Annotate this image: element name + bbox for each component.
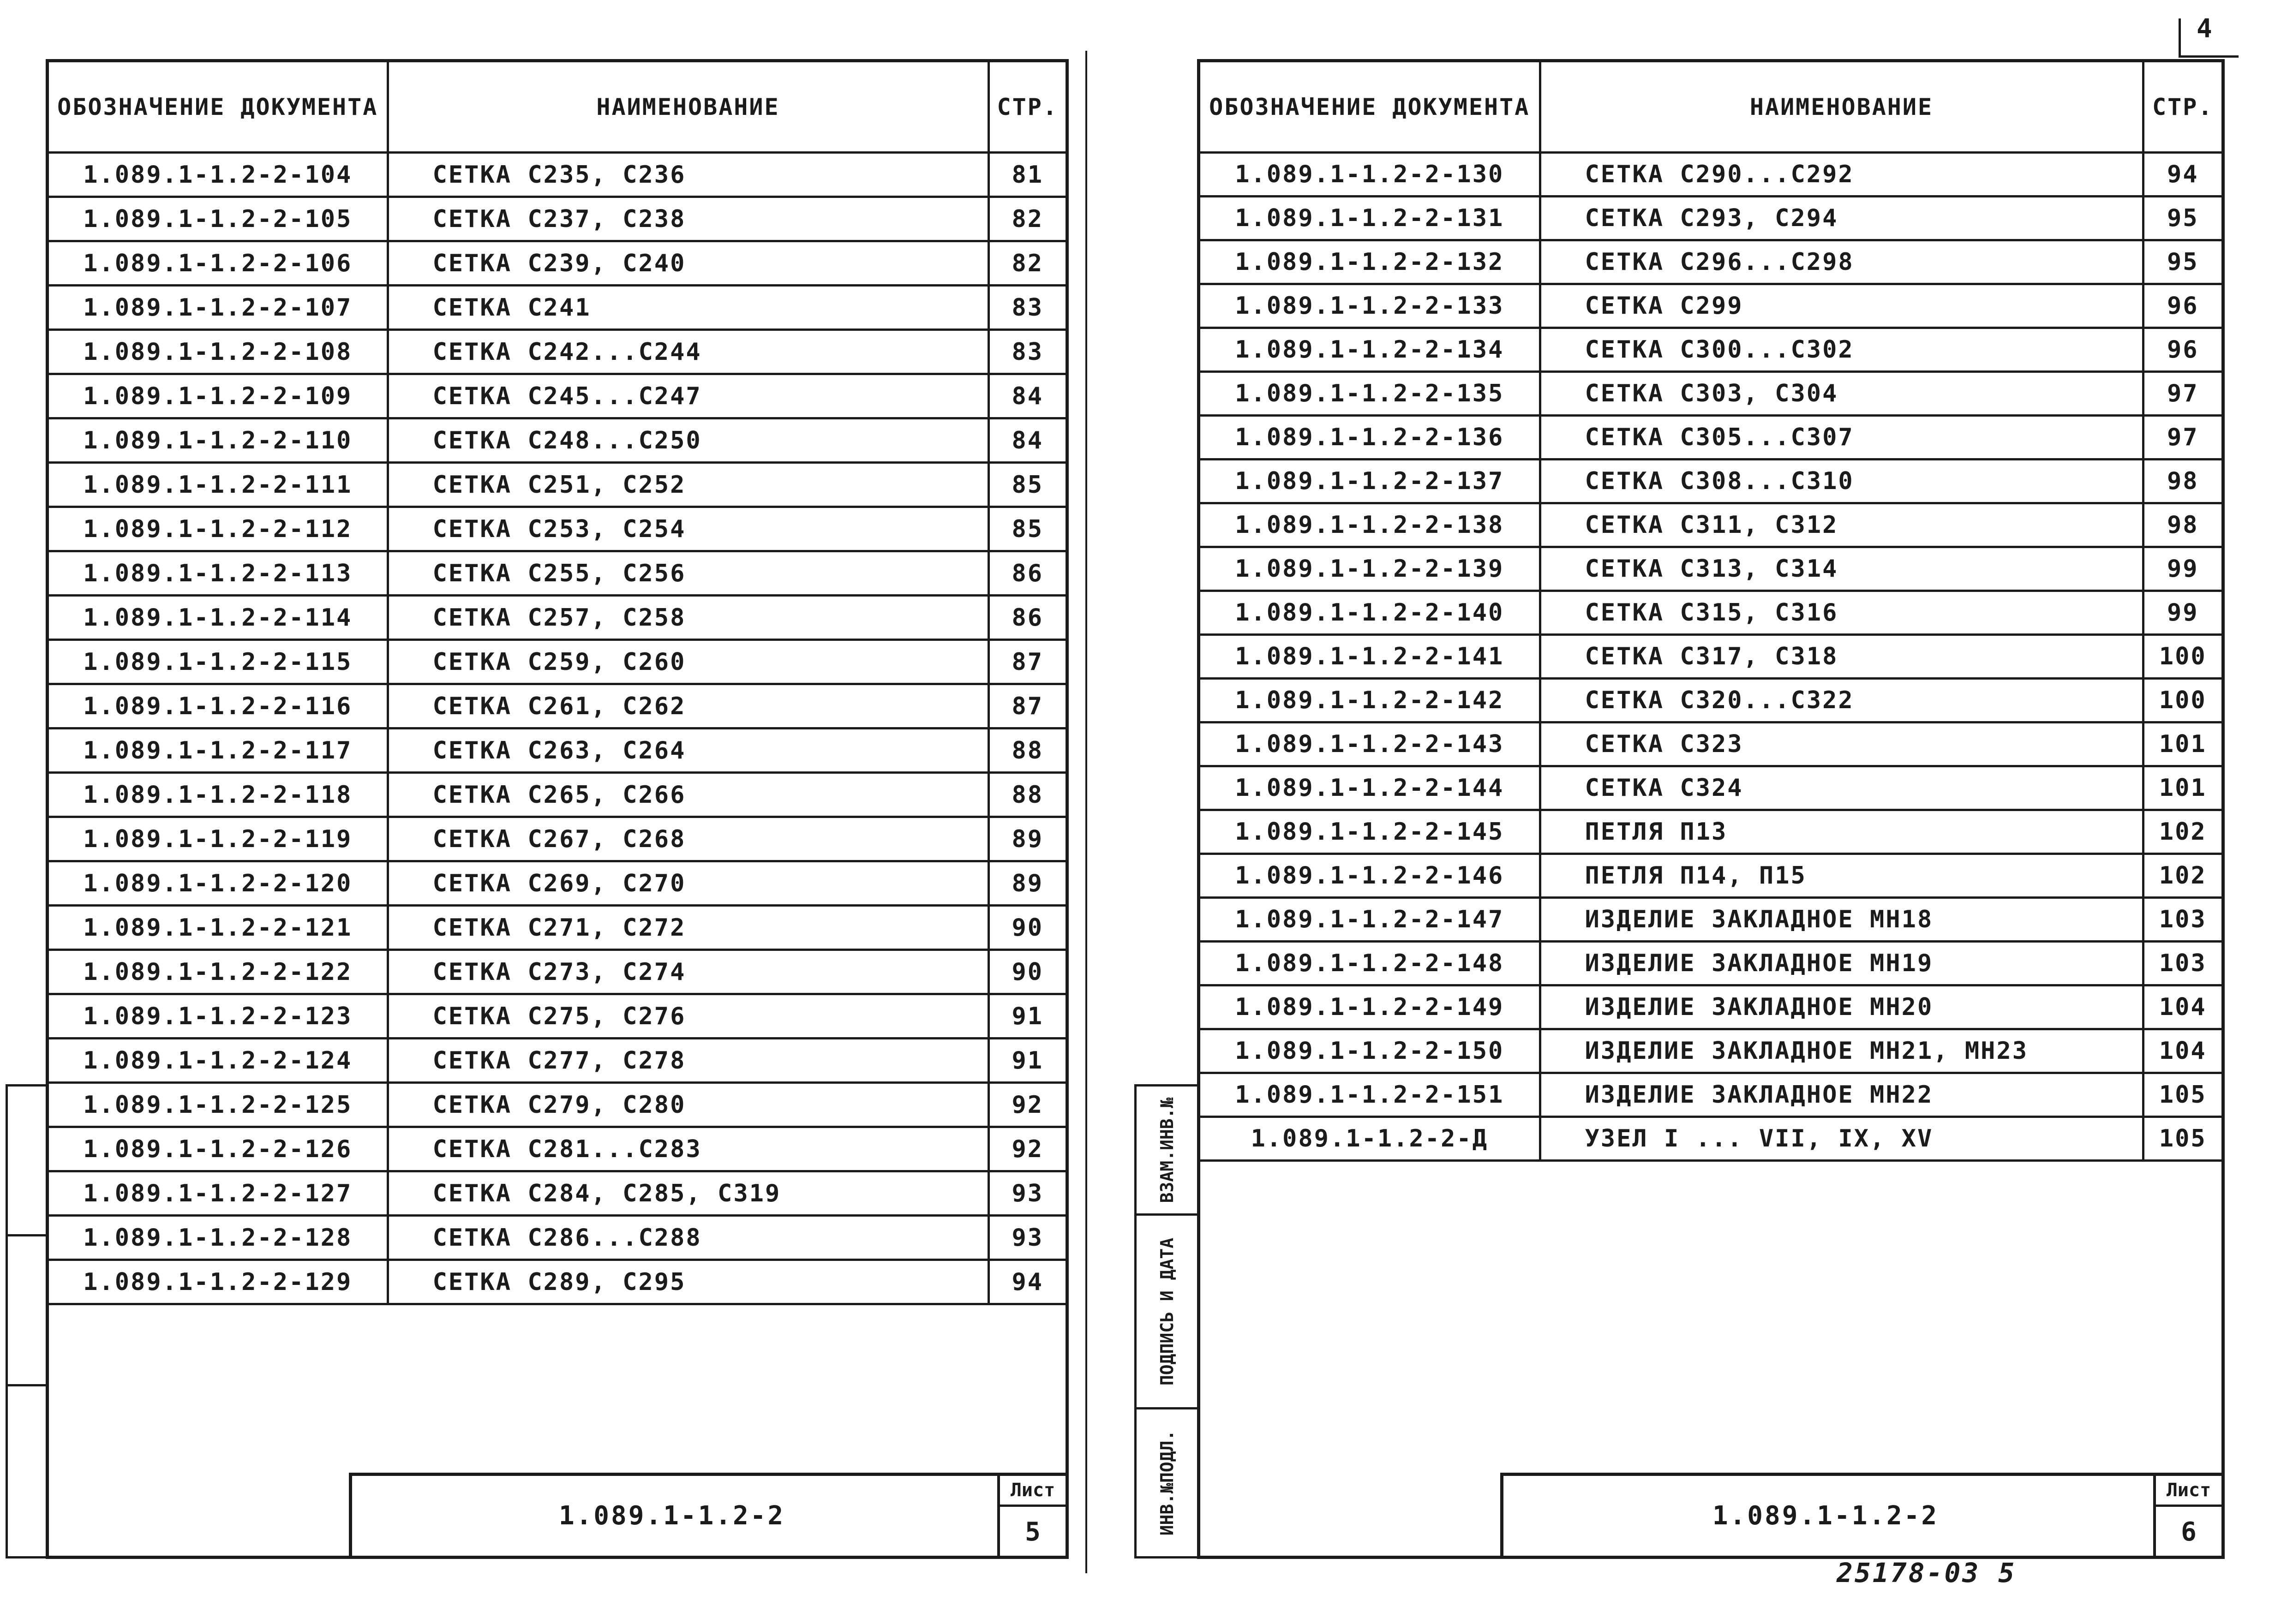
table-row bbox=[1200, 1117, 2221, 1161]
table-row bbox=[49, 197, 1066, 241]
row-name: ИЗДЕЛИЕ ЗАКЛАДНОЕ МН21, МН23 bbox=[1540, 1029, 2143, 1073]
row-name: СЕТКА С251, С252 bbox=[388, 463, 988, 507]
table-row bbox=[49, 286, 1066, 330]
row-code: 1.089.1-1.2-2-109 bbox=[49, 374, 388, 418]
table-row bbox=[1200, 1029, 2221, 1073]
row-code: 1.089.1-1.2-2-151 bbox=[1200, 1073, 1540, 1117]
row-name: СЕТКА С296...С298 bbox=[1540, 240, 2143, 284]
row-name: ИЗДЕЛИЕ ЗАКЛАДНОЕ МН20 bbox=[1540, 985, 2143, 1029]
row-page: 86 bbox=[988, 596, 1066, 640]
row-name: СЕТКА С315, С316 bbox=[1540, 591, 2143, 635]
row-name: СЕТКА С324 bbox=[1540, 766, 2143, 810]
row-name: ПЕТЛЯ П13 bbox=[1540, 810, 2143, 854]
row-code: 1.089.1-1.2-2-118 bbox=[49, 773, 388, 817]
row-name: СЕТКА С245...С247 bbox=[388, 374, 988, 418]
row-code: 1.089.1-1.2-2-130 bbox=[1200, 153, 1540, 197]
table-header-row bbox=[1200, 62, 2221, 153]
row-name: СЕТКА С241 bbox=[388, 286, 988, 330]
row-page: 100 bbox=[2143, 635, 2221, 679]
row-name: СЕТКА С275, С276 bbox=[388, 994, 988, 1039]
table-row bbox=[1200, 679, 2221, 722]
row-code: 1.089.1-1.2-2-137 bbox=[1200, 460, 1540, 503]
row-page: 81 bbox=[988, 153, 1066, 197]
row-page: 95 bbox=[2143, 197, 2221, 240]
row-page: 92 bbox=[988, 1083, 1066, 1127]
row-page: 86 bbox=[988, 551, 1066, 596]
binding-cell-orig-inv bbox=[1137, 1409, 1197, 1556]
row-page: 82 bbox=[988, 241, 1066, 286]
table-row bbox=[49, 551, 1066, 596]
table-row bbox=[49, 817, 1066, 861]
row-code: 1.089.1-1.2-2-126 bbox=[49, 1127, 388, 1171]
corner-page-number: 4 bbox=[2197, 14, 2212, 44]
row-page: 91 bbox=[988, 1039, 1066, 1083]
table-row bbox=[49, 950, 1066, 994]
row-code: 1.089.1-1.2-2-115 bbox=[49, 640, 388, 684]
row-page: 91 bbox=[988, 994, 1066, 1039]
right-sheet-number-box bbox=[2153, 1476, 2221, 1556]
row-page: 103 bbox=[2143, 942, 2221, 985]
row-code: 1.089.1-1.2-2-142 bbox=[1200, 679, 1540, 722]
table-row bbox=[49, 773, 1066, 817]
corner-mark-line bbox=[2179, 55, 2239, 58]
table-row bbox=[49, 153, 1066, 197]
header-designation: ОБОЗНАЧЕНИЕ ДОКУМЕНТА bbox=[1200, 62, 1540, 153]
table-row bbox=[1200, 985, 2221, 1029]
row-page: 84 bbox=[988, 418, 1066, 463]
row-page: 105 bbox=[2143, 1073, 2221, 1117]
table-row bbox=[1200, 942, 2221, 985]
table-row bbox=[49, 728, 1066, 773]
row-name: СЕТКА С289, С295 bbox=[388, 1260, 988, 1304]
right-sheet-number: 6 bbox=[2181, 1517, 2197, 1547]
row-page: 94 bbox=[988, 1260, 1066, 1304]
row-page: 89 bbox=[988, 817, 1066, 861]
table-row bbox=[1200, 372, 2221, 416]
row-code: 1.089.1-1.2-2-129 bbox=[49, 1260, 388, 1304]
row-page: 90 bbox=[988, 950, 1066, 994]
table-row bbox=[1200, 635, 2221, 679]
left-binding-cell bbox=[8, 1236, 46, 1386]
left-title-block bbox=[349, 1473, 1069, 1559]
row-code: 1.089.1-1.2-2-112 bbox=[49, 507, 388, 551]
table-row bbox=[49, 994, 1066, 1039]
row-code: 1.089.1-1.2-2-123 bbox=[49, 994, 388, 1039]
row-name: СЕТКА С317, С318 bbox=[1540, 635, 2143, 679]
left-title-block-code: 1.089.1-1.2-2 bbox=[558, 1501, 785, 1531]
row-code: 1.089.1-1.2-2-140 bbox=[1200, 591, 1540, 635]
row-page: 83 bbox=[988, 286, 1066, 330]
header-page: СТР. bbox=[988, 62, 1066, 153]
row-code: 1.089.1-1.2-2-113 bbox=[49, 551, 388, 596]
row-code: 1.089.1-1.2-2-119 bbox=[49, 817, 388, 861]
table-row bbox=[49, 507, 1066, 551]
table-row bbox=[1200, 1073, 2221, 1117]
row-page: 101 bbox=[2143, 722, 2221, 766]
corner-mark-tick bbox=[2179, 18, 2181, 58]
row-code: 1.089.1-1.2-2-149 bbox=[1200, 985, 1540, 1029]
binding-orig-inv-label: ИНВ.№ПОДЛ. bbox=[1156, 1430, 1177, 1536]
table-row bbox=[49, 241, 1066, 286]
row-name: СЕТКА С257, С258 bbox=[388, 596, 988, 640]
row-page: 87 bbox=[988, 684, 1066, 728]
left-sheet-number-box bbox=[997, 1476, 1066, 1556]
table-row bbox=[49, 640, 1066, 684]
row-name: СЕТКА С273, С274 bbox=[388, 950, 988, 994]
table-row bbox=[1200, 240, 2221, 284]
header-page: СТР. bbox=[2143, 62, 2221, 153]
row-page: 100 bbox=[2143, 679, 2221, 722]
row-name: СЕТКА С235, С236 bbox=[388, 153, 988, 197]
table-row bbox=[49, 1171, 1066, 1216]
row-name: ИЗДЕЛИЕ ЗАКЛАДНОЕ МН19 bbox=[1540, 942, 2143, 985]
row-name: СЕТКА С259, С260 bbox=[388, 640, 988, 684]
row-name: СЕТКА С265, С266 bbox=[388, 773, 988, 817]
row-code: 1.089.1-1.2-2-134 bbox=[1200, 328, 1540, 372]
table-row bbox=[49, 861, 1066, 906]
left-binding-cell bbox=[8, 1087, 46, 1236]
row-page: 102 bbox=[2143, 854, 2221, 898]
row-name: СЕТКА С253, С254 bbox=[388, 507, 988, 551]
table-row bbox=[1200, 503, 2221, 547]
row-code: 1.089.1-1.2-2-104 bbox=[49, 153, 388, 197]
row-name: СЕТКА С303, С304 bbox=[1540, 372, 2143, 416]
table-row bbox=[49, 330, 1066, 374]
row-name: СЕТКА С261, С262 bbox=[388, 684, 988, 728]
binding-swap-inv-label: ВЗАМ.ИНВ.№ bbox=[1156, 1097, 1177, 1203]
row-page: 104 bbox=[2143, 1029, 2221, 1073]
row-code: 1.089.1-1.2-2-148 bbox=[1200, 942, 1540, 985]
row-page: 99 bbox=[2143, 591, 2221, 635]
row-code: 1.089.1-1.2-2-136 bbox=[1200, 416, 1540, 460]
table-row bbox=[49, 596, 1066, 640]
row-code: 1.089.1-1.2-2-110 bbox=[49, 418, 388, 463]
row-name: УЗЕЛ I ... VII, IX, XV bbox=[1540, 1117, 2143, 1161]
row-code: 1.089.1-1.2-2-125 bbox=[49, 1083, 388, 1127]
row-code: 1.089.1-1.2-2-128 bbox=[49, 1216, 388, 1260]
row-name: СЕТКА С267, С268 bbox=[388, 817, 988, 861]
binding-sign-date-label: ПОДПИСЬ И ДАТА bbox=[1156, 1237, 1177, 1385]
table-row bbox=[49, 1127, 1066, 1171]
row-code: 1.089.1-1.2-2-141 bbox=[1200, 635, 1540, 679]
row-name: СЕТКА С242...С244 bbox=[388, 330, 988, 374]
table-row bbox=[49, 1083, 1066, 1127]
binding-cell-swap-inv bbox=[1137, 1087, 1197, 1216]
row-code: 1.089.1-1.2-2-117 bbox=[49, 728, 388, 773]
row-name: СЕТКА С320...С322 bbox=[1540, 679, 2143, 722]
row-page: 96 bbox=[2143, 284, 2221, 328]
row-page: 93 bbox=[988, 1171, 1066, 1216]
row-page: 82 bbox=[988, 197, 1066, 241]
row-page: 84 bbox=[988, 374, 1066, 418]
table-row bbox=[1200, 328, 2221, 372]
row-page: 88 bbox=[988, 773, 1066, 817]
row-name: СЕТКА С279, С280 bbox=[388, 1083, 988, 1127]
right-binding-strip bbox=[1134, 1084, 1197, 1558]
row-code: 1.089.1-1.2-2-120 bbox=[49, 861, 388, 906]
left-sheet bbox=[46, 59, 1069, 1559]
row-page: 89 bbox=[988, 861, 1066, 906]
row-code: 1.089.1-1.2-2-132 bbox=[1200, 240, 1540, 284]
row-code: 1.089.1-1.2-2-143 bbox=[1200, 722, 1540, 766]
row-code: 1.089.1-1.2-2-116 bbox=[49, 684, 388, 728]
table-row bbox=[1200, 898, 2221, 942]
row-name: СЕТКА С281...С283 bbox=[388, 1127, 988, 1171]
table-row bbox=[49, 463, 1066, 507]
row-page: 105 bbox=[2143, 1117, 2221, 1161]
table-row bbox=[49, 374, 1066, 418]
table-row bbox=[1200, 416, 2221, 460]
row-code: 1.089.1-1.2-2-150 bbox=[1200, 1029, 1540, 1073]
row-code: 1.089.1-1.2-2-146 bbox=[1200, 854, 1540, 898]
row-name: СЕТКА С263, С264 bbox=[388, 728, 988, 773]
row-name: ПЕТЛЯ П14, П15 bbox=[1540, 854, 2143, 898]
right-title-block bbox=[1500, 1473, 2225, 1559]
row-code: 1.089.1-1.2-2-124 bbox=[49, 1039, 388, 1083]
row-name: СЕТКА С311, С312 bbox=[1540, 503, 2143, 547]
table-row bbox=[1200, 854, 2221, 898]
row-name: СЕТКА С239, С240 bbox=[388, 241, 988, 286]
left-sheet-number: 5 bbox=[1025, 1517, 1041, 1547]
row-code: 1.089.1-1.2-2-133 bbox=[1200, 284, 1540, 328]
row-code: 1.089.1-1.2-2-131 bbox=[1200, 197, 1540, 240]
row-code: 1.089.1-1.2-2-106 bbox=[49, 241, 388, 286]
table-row bbox=[49, 906, 1066, 950]
row-name: СЕТКА С271, С272 bbox=[388, 906, 988, 950]
row-page: 85 bbox=[988, 463, 1066, 507]
row-page: 98 bbox=[2143, 503, 2221, 547]
inventory-number: 25178-03 5 bbox=[1837, 1557, 2017, 1588]
right-register-table bbox=[1200, 62, 2221, 1162]
row-code: 1.089.1-1.2-2-122 bbox=[49, 950, 388, 994]
row-page: 98 bbox=[2143, 460, 2221, 503]
row-code: 1.089.1-1.2-2-114 bbox=[49, 596, 388, 640]
row-page: 92 bbox=[988, 1127, 1066, 1171]
row-page: 87 bbox=[988, 640, 1066, 684]
row-page: 88 bbox=[988, 728, 1066, 773]
left-binding-strip bbox=[6, 1084, 46, 1558]
header-designation: ОБОЗНАЧЕНИЕ ДОКУМЕНТА bbox=[49, 62, 388, 153]
row-name: СЕТКА С277, С278 bbox=[388, 1039, 988, 1083]
row-page: 94 bbox=[2143, 153, 2221, 197]
left-register-table bbox=[49, 62, 1066, 1305]
row-page: 85 bbox=[988, 507, 1066, 551]
row-code: 1.089.1-1.2-2-135 bbox=[1200, 372, 1540, 416]
table-row bbox=[49, 1260, 1066, 1304]
row-name: СЕТКА С286...С288 bbox=[388, 1216, 988, 1260]
binding-cell-sign-date bbox=[1137, 1216, 1197, 1409]
row-page: 90 bbox=[988, 906, 1066, 950]
row-name: СЕТКА С299 bbox=[1540, 284, 2143, 328]
row-code: 1.089.1-1.2-2-105 bbox=[49, 197, 388, 241]
row-page: 95 bbox=[2143, 240, 2221, 284]
row-name: СЕТКА С284, С285, С319 bbox=[388, 1171, 988, 1216]
table-row bbox=[1200, 810, 2221, 854]
row-name: СЕТКА С248...С250 bbox=[388, 418, 988, 463]
table-row bbox=[1200, 766, 2221, 810]
table-header-row bbox=[49, 62, 1066, 153]
left-sheet-label: Лист bbox=[1000, 1476, 1066, 1507]
row-page: 102 bbox=[2143, 810, 2221, 854]
row-name: ИЗДЕЛИЕ ЗАКЛАДНОЕ МН18 bbox=[1540, 898, 2143, 942]
table-row bbox=[49, 1216, 1066, 1260]
header-name: НАИМЕНОВАНИЕ bbox=[1540, 62, 2143, 153]
header-name: НАИМЕНОВАНИЕ bbox=[388, 62, 988, 153]
table-row bbox=[49, 684, 1066, 728]
row-name: СЕТКА С313, С314 bbox=[1540, 547, 2143, 591]
row-code: 1.089.1-1.2-2-138 bbox=[1200, 503, 1540, 547]
row-name: ИЗДЕЛИЕ ЗАКЛАДНОЕ МН22 bbox=[1540, 1073, 2143, 1117]
row-name: СЕТКА С269, С270 bbox=[388, 861, 988, 906]
row-code: 1.089.1-1.2-2-144 bbox=[1200, 766, 1540, 810]
row-code: 1.089.1-1.2-2-Д bbox=[1200, 1117, 1540, 1161]
row-name: СЕТКА С255, С256 bbox=[388, 551, 988, 596]
row-name: СЕТКА С290...С292 bbox=[1540, 153, 2143, 197]
row-name: СЕТКА С308...С310 bbox=[1540, 460, 2143, 503]
row-name: СЕТКА С305...С307 bbox=[1540, 416, 2143, 460]
table-row bbox=[49, 1039, 1066, 1083]
row-page: 83 bbox=[988, 330, 1066, 374]
row-page: 101 bbox=[2143, 766, 2221, 810]
table-row bbox=[1200, 547, 2221, 591]
row-code: 1.089.1-1.2-2-111 bbox=[49, 463, 388, 507]
row-page: 96 bbox=[2143, 328, 2221, 372]
row-page: 97 bbox=[2143, 416, 2221, 460]
row-code: 1.089.1-1.2-2-127 bbox=[49, 1171, 388, 1216]
sheet-divider-line bbox=[1085, 51, 1087, 1573]
row-name: СЕТКА С323 bbox=[1540, 722, 2143, 766]
table-row bbox=[1200, 591, 2221, 635]
row-code: 1.089.1-1.2-2-108 bbox=[49, 330, 388, 374]
row-page: 93 bbox=[988, 1216, 1066, 1260]
row-page: 99 bbox=[2143, 547, 2221, 591]
row-name: СЕТКА С237, С238 bbox=[388, 197, 988, 241]
table-row bbox=[1200, 722, 2221, 766]
row-code: 1.089.1-1.2-2-145 bbox=[1200, 810, 1540, 854]
row-page: 97 bbox=[2143, 372, 2221, 416]
row-page: 104 bbox=[2143, 985, 2221, 1029]
table-row bbox=[49, 418, 1066, 463]
left-binding-cell bbox=[8, 1386, 46, 1556]
row-page: 103 bbox=[2143, 898, 2221, 942]
row-code: 1.089.1-1.2-2-121 bbox=[49, 906, 388, 950]
table-row bbox=[1200, 197, 2221, 240]
row-code: 1.089.1-1.2-2-139 bbox=[1200, 547, 1540, 591]
right-title-block-code: 1.089.1-1.2-2 bbox=[1712, 1501, 1939, 1531]
table-row bbox=[1200, 284, 2221, 328]
row-code: 1.089.1-1.2-2-107 bbox=[49, 286, 388, 330]
row-name: СЕТКА С293, С294 bbox=[1540, 197, 2143, 240]
table-row bbox=[1200, 153, 2221, 197]
right-sheet-label: Лист bbox=[2156, 1476, 2221, 1507]
table-row bbox=[1200, 460, 2221, 503]
right-sheet bbox=[1197, 59, 2225, 1559]
row-code: 1.089.1-1.2-2-147 bbox=[1200, 898, 1540, 942]
row-name: СЕТКА С300...С302 bbox=[1540, 328, 2143, 372]
